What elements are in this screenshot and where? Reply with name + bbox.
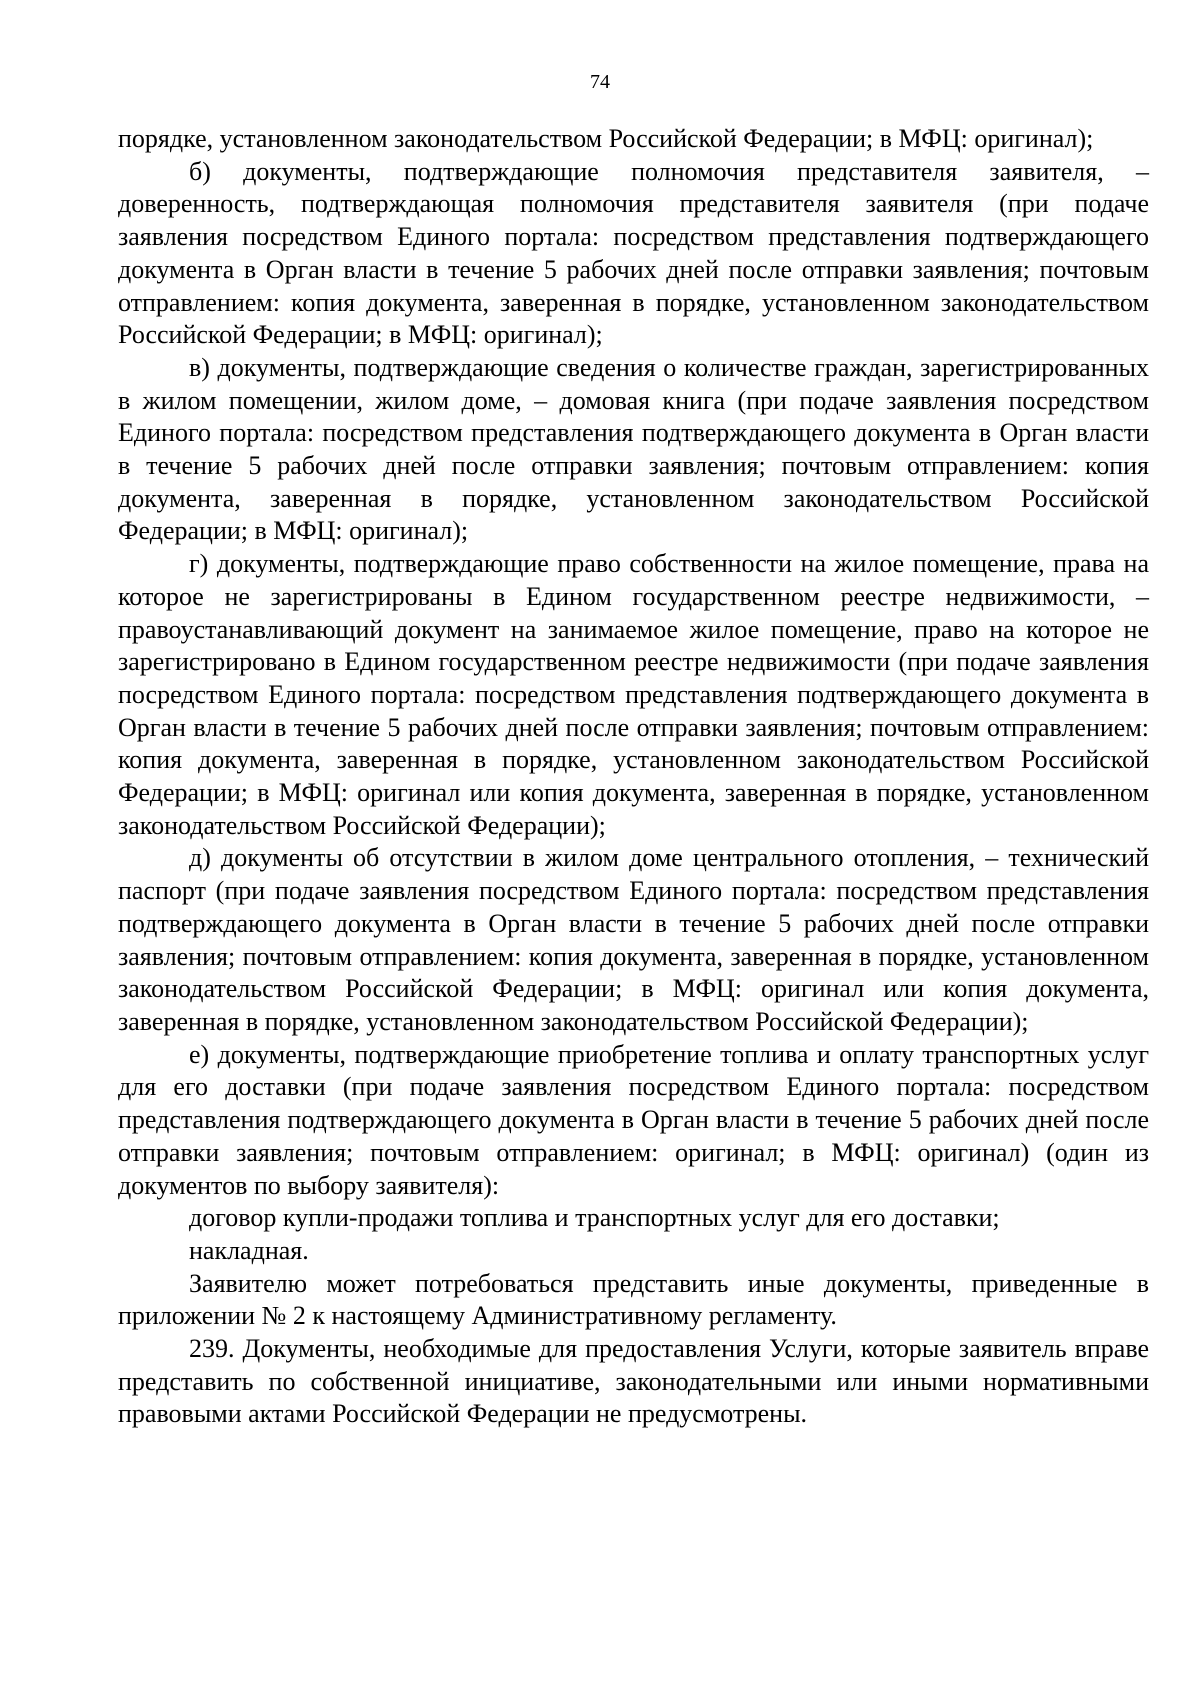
paragraph-item-b: б) документы, подтверждающие полномочия представителя заявителя, – доверенность, подтверждающая полномочия представителя заявителя (при подаче заявления посредством Единого портала: посредством представления подтверждающего документа в Орган власти в течение 5 рабочих дней после отправки заявления; почтовым отправлением: копия документа, заверенная в порядке, установленном законодательством Российской Федерации; в МФЦ: оригинал); xyxy=(118,156,1149,350)
paragraph-note: Заявителю может потребоваться представить иные документы, приведенные в приложении № 2 к настоящему Административному регламенту. xyxy=(118,1268,1149,1331)
document-body xyxy=(118,123,1149,1431)
paragraph-continuation: порядке, установленном законодательством Российской Федерации; в МФЦ: оригинал); xyxy=(118,124,1094,153)
paragraph-item-e: е) документы, подтверждающие приобретение топлива и оплату транспортных услуг для его доставки (при подаче заявления посредством Единого портала: посредством представления подтверждающего документа в Орган власти в течение 5 рабочих дней после отправки заявления; почтовым отправлением: оригинал; в МФЦ: оригинал) (один из документов по выбору заявителя): xyxy=(118,1039,1149,1200)
paragraph-item-v: в) документы, подтверждающие сведения о количестве граждан, зарегистрированных в жилом помещении, жилом доме, – домовая книга (при подаче заявления посредством Единого портала: посредством представления подтверждающего документа в Орган власти в течение 5 рабочих дней после отправки заявления; почтовым отправлением: копия документа, заверенная в порядке, установленном законодательством Российской Федерации; в МФЦ: оригинал); xyxy=(118,352,1149,546)
paragraph-sub-contract: договор купли-продажи топлива и транспортных услуг для его доставки; xyxy=(189,1203,1000,1233)
paragraph-clause-239: 239. Документы, необходимые для предоставления Услуги, которые заявитель вправе представить по собственной инициативе, законодательными или иными нормативными правовыми актами Российской Федерации не предусмотрены. xyxy=(118,1334,1149,1429)
paragraph-sub-invoice: накладная. xyxy=(189,1235,309,1265)
page-number: 74 xyxy=(590,71,610,93)
paragraph-item-d: д) документы об отсутствии в жилом доме центрального отопления, – технический паспорт (при подаче заявления посредством Единого портала: посредством представления подтверждающего документа в Орган власти в течение 5 рабочих дней после отправки заявления; почтовым отправлением: копия документа, заверенная в порядке, установленном законодательством Российской Федерации; в МФЦ: оригинал или копия документа, заверенная в порядке, установленном законодательством Российской Федерации); xyxy=(118,843,1149,1036)
paragraph-item-g: г) документы, подтверждающие право собственности на жилое помещение, права на которое не зарегистрированы в Едином государственном реестре недвижимости, – правоустанавливающий документ на занимаемое жилое помещение, право на которое не зарегистрировано в Едином государственном реестре недвижимости (при подаче заявления посредством Единого портала: посредством представления подтверждающего документа в Орган власти в течение 5 рабочих дней после отправки заявления; почтовым отправлением: копия документа, заверенная в порядке, установленном законодательством Российской Федерации; в МФЦ: оригинал или копия документа, заверенная в порядке, установленном законодательством Российской Федерации); xyxy=(118,549,1149,840)
